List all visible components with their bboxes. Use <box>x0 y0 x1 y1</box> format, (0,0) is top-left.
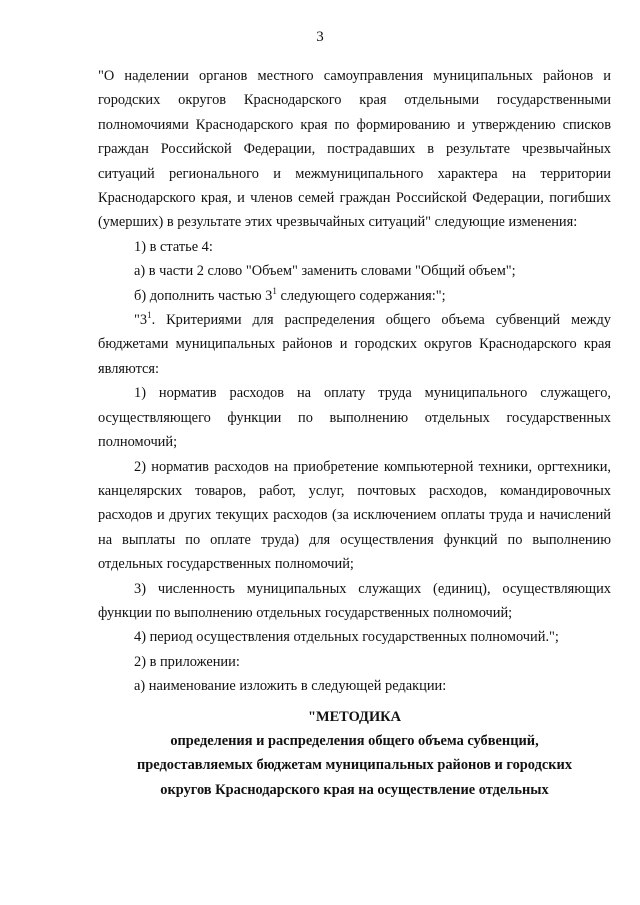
paragraph-law-title: "О наделении органов местного самоуправления муниципальных районов и городских округов Краснодарского края отдельными государственными полномочиями Краснодарского края по формированию и утверждению списков граждан Российской Федерации, пострадавших в результате чрезвычайных ситуаций регионального и межмуниципального характера на территории Краснодарского края, и членов семей граждан Российской Федерации, погибших (умерших) в результате этих чрезвычайных ситуаций" следующие изменения: <box>98 68 611 231</box>
paragraph-appendix: 2) в приложении: <box>134 653 240 670</box>
methodology-heading-line-1: определения и распределения общего объема субвенций, <box>170 732 539 749</box>
paragraph-item-b: б) дополнить частью $3^1$ следующего содержания:"; <box>134 285 446 304</box>
paragraph-criterion-2: 2) норматив расходов на приобретение компьютерной техники, оргтехники, канцелярских товаров, работ, услуг, почтовых расходов, командировочных расходов и других текущих расходов (за исключением оплаты труда и начислений на выплаты по оплате труда) для осуществления функций по выполнению отдельных государственных полномочий; <box>98 458 611 573</box>
paragraph-criterion-4: 4) период осуществления отдельных государственных полномочий."; <box>134 629 559 646</box>
paragraph-criterion-3: 3) численность муниципальных служащих (единиц), осуществляющих функции по выполнению отдельных государственных полномочий; <box>98 580 611 621</box>
page-number: 3 <box>316 29 324 45</box>
paragraph-appendix-item-a: а) наименование изложить в следующей редакции: <box>134 678 447 695</box>
methodology-heading-title: "МЕТОДИКА <box>308 708 401 725</box>
document-body <box>98 64 611 802</box>
paragraph-item-a: а) в части 2 слово "Объем" заменить словами "Общий объем"; <box>134 263 516 280</box>
paragraph-article-4: 1) в статье 4: <box>134 238 213 255</box>
paragraph-criterion-1: 1) норматив расходов на оплату труда муниципального служащего, осуществляющего функции по выполнению отдельных государственных полномочий; <box>98 385 611 451</box>
methodology-heading-line-2: предоставляемых бюджетам муниципальных районов и городских <box>136 757 573 774</box>
paragraph-part-3-1: "$3^1$. Критериями для распределения общего объема субвенций между бюджетами муниципальных районов и городских округов Краснодарского края являются: <box>98 310 611 377</box>
methodology-heading-line-3: округов Краснодарского края на осуществление отдельных <box>160 781 549 798</box>
